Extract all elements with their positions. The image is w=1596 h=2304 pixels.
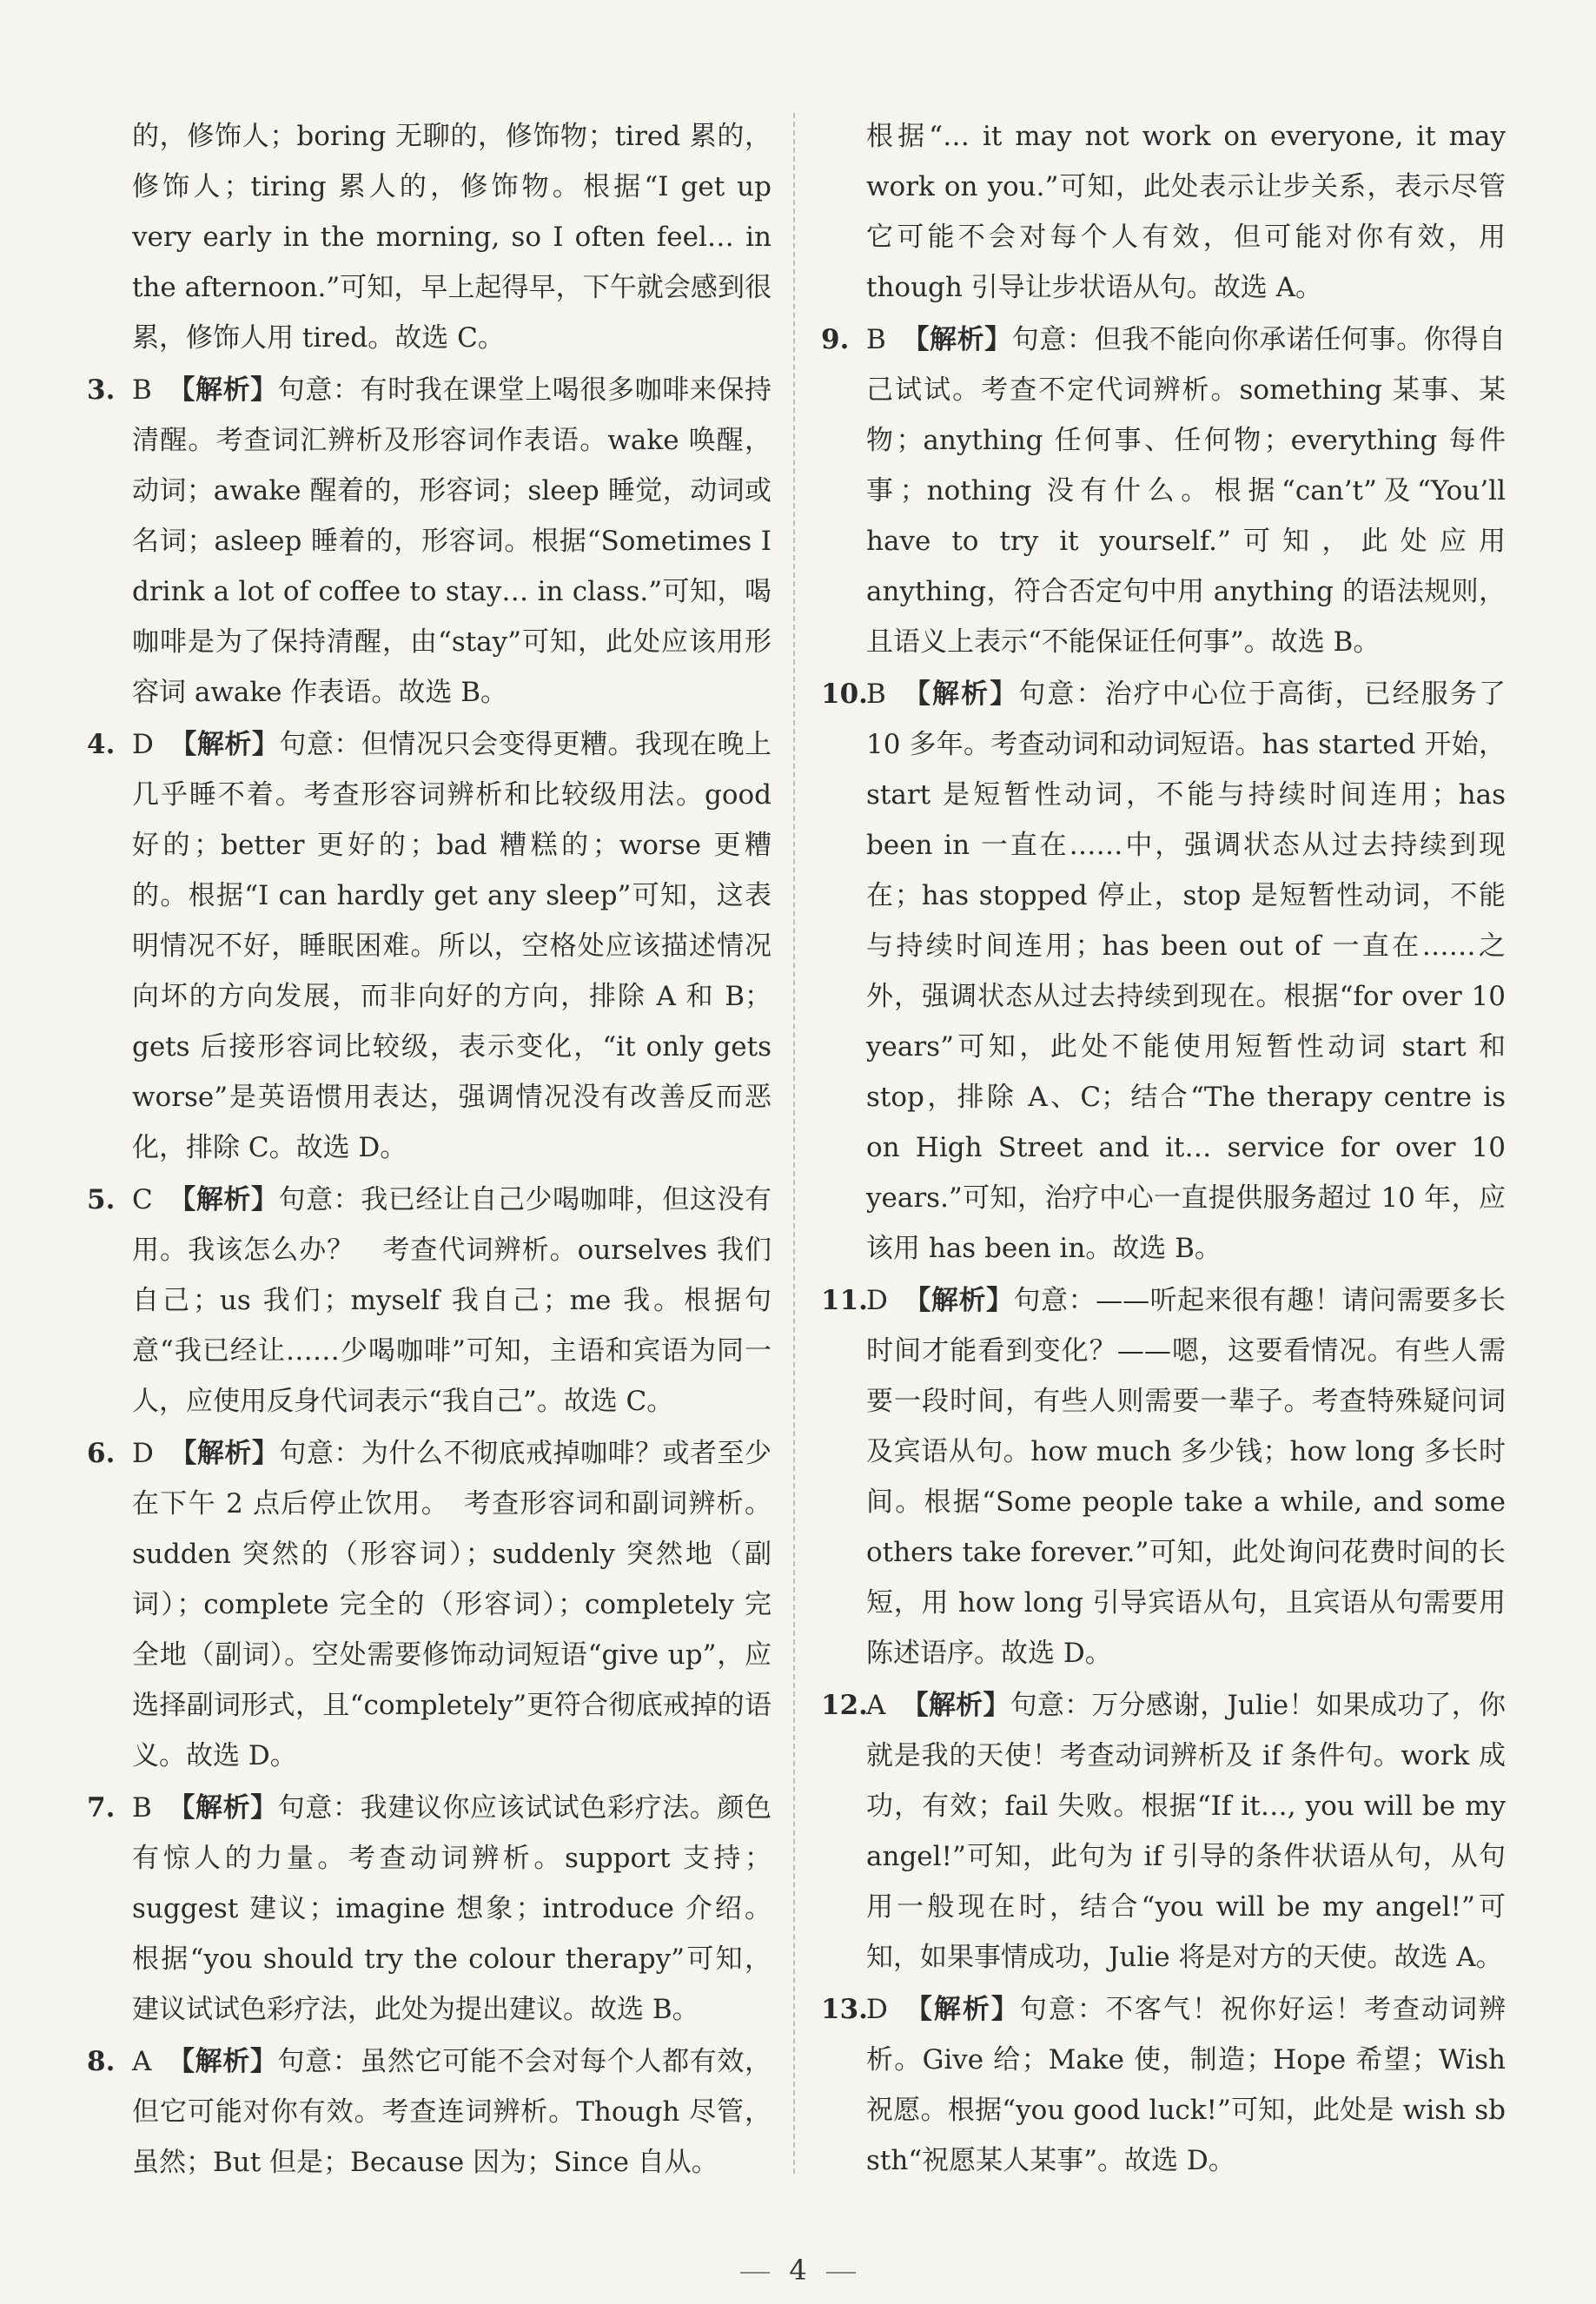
question-3 bbox=[87, 365, 772, 718]
answer-letter: D bbox=[866, 1285, 888, 1316]
question-12 bbox=[821, 1680, 1506, 1983]
analysis-tag: 【解析】 bbox=[167, 1792, 278, 1824]
explanation-text: 句意：治疗中心位于高街，已经服务了 10 多年。考查动词和动词短语。has started 开始，start 是短暂性动词，不能与持续时间连用；has been in 一直在……中，强调状态从过去持续到现在；has stopped 停止，stop 是短暂性动词，不能与持续时间连用；has been out of 一直在……之外，强调状态从过去持续到现在。根据“for over 10 years”可知，此处不能使用短暂性动词 start 和 stop，排除 A、C；结合“The therapy centre is on High Street and it… service for over 10 years.”可知，治疗中心一直提供服务超过 10 年，应该用 has been in。故选 B。 bbox=[866, 679, 1507, 1264]
page-footer bbox=[0, 2254, 1596, 2287]
question-7 bbox=[87, 1783, 772, 2035]
continuation-paragraph: 的，修饰人；boring 无聊的，修饰物；tired 累的，修饰人；tiring 累人的，修饰物。根据“I get up very early in the morning, so I often feel… in the afternoon.”可知，早上起得早，下午就会感到很累，修饰人用 tired。故选 C。 bbox=[132, 121, 772, 354]
question-number: 13. bbox=[821, 1994, 868, 2025]
right-column bbox=[821, 111, 1506, 2188]
question-number: 8. bbox=[87, 2046, 116, 2077]
question-4 bbox=[87, 719, 772, 1173]
page-number: 4 bbox=[789, 2254, 807, 2287]
answer-letter: B bbox=[132, 374, 152, 406]
answer-letter: D bbox=[132, 729, 154, 760]
answer-letter: C bbox=[132, 1184, 153, 1215]
question-number: 6. bbox=[87, 1438, 116, 1469]
answer-letter: A bbox=[132, 2046, 152, 2077]
answer-letter: B bbox=[866, 324, 886, 355]
question-number: 4. bbox=[87, 729, 116, 760]
answer-letter: D bbox=[866, 1994, 888, 2025]
explanation-text: 句意：万分感谢，Julie！如果成功了，你就是我的天使！考查动词辨析及 if 条件句。work 成功，有效；fail 失败。根据“If it…, you will be my angel!”可知，此句为 if 引导的条件状语从句，从句用一般现在时，结合“you will be my angel!”可知，如果事情成功，Julie 将是对方的天使。故选 A。 bbox=[866, 1690, 1506, 1973]
question-9 bbox=[821, 314, 1506, 667]
question-6 bbox=[87, 1428, 772, 1781]
answer-letter: D bbox=[132, 1438, 154, 1469]
explanation-text: 句意：但情况只会变得更糟。我现在晚上几乎睡不着。考查形容词辨析和比较级用法。good 好的；better 更好的；bad 糟糕的；worse 更糟的。根据“I can hardly get any sleep”可知，这表明情况不好，睡眠困难。所以，空格处应该描述情况向坏的方向发展，而非向好的方向，排除 A 和 B；gets 后接形容词比较级，表示变化，“it only gets worse”是英语惯用表达，强调情况没有改善反而恶化，排除 C。故选 D。 bbox=[132, 729, 772, 1163]
question-number: 9. bbox=[821, 324, 850, 355]
analysis-tag: 【解析】 bbox=[903, 1994, 1020, 2025]
analysis-tag: 【解析】 bbox=[167, 374, 278, 406]
analysis-tag: 【解析】 bbox=[901, 679, 1019, 710]
question-number: 7. bbox=[87, 1792, 116, 1824]
footer-dash-left bbox=[740, 2272, 770, 2274]
explanation-text: 句意：我已经让自己少喝咖啡，但这没有用。我该怎么办？ 考查代词辨析。ourselves 我们自己；us 我们；myself 我自己；me 我。根据句意“我已经让……少喝咖啡”可知，主语和宾语为同一人，应使用反身代词表示“我自己”。故选 C。 bbox=[132, 1184, 772, 1417]
explanation-text: 句意：为什么不彻底戒掉咖啡？或者至少在下午 2 点后停止饮用。 考查形容词和副词辨析。sudden 突然的（形容词）；suddenly 突然地（副词）；complete 完全的（形容词）；completely 完全地（副词）。空处需要修饰动词短语“give up”，应选择副词形式，且“completely”更符合彻底戒掉的语义。故选 D。 bbox=[132, 1438, 772, 1771]
analysis-tag: 【解析】 bbox=[169, 1438, 280, 1469]
column-divider bbox=[793, 113, 795, 2174]
analysis-tag: 【解析】 bbox=[168, 1184, 279, 1215]
answer-letter: A bbox=[866, 1690, 886, 1721]
question-13 bbox=[821, 1984, 1506, 2186]
explanation-text: 句意：我建议你应该试试色彩疗法。颜色有惊人的力量。考查动词辨析。support 支持；suggest 建议；imagine 想象；introduce 介绍。根据“you should try the colour therapy”可知，建议试试色彩疗法，此处为提出建议。故选 B。 bbox=[132, 1792, 772, 2025]
analysis-tag: 【解析】 bbox=[169, 729, 280, 760]
question-number: 11. bbox=[821, 1285, 868, 1316]
left-column bbox=[87, 111, 772, 2189]
analysis-tag: 【解析】 bbox=[901, 1690, 1010, 1721]
question-5 bbox=[87, 1175, 772, 1427]
question-number: 5. bbox=[87, 1184, 116, 1215]
question-number: 3. bbox=[87, 374, 116, 406]
explanation-text: 句意：有时我在课堂上喝很多咖啡来保持清醒。考查词汇辨析及形容词作表语。wake 唤醒，动词；awake 醒着的，形容词；sleep 睡觉，动词或名词；asleep 睡着的，形容词。根据“Sometimes I drink a lot of coffee to stay… in class.”可知，喝咖啡是为了保持清醒，由“stay”可知，此处应该用形容词 awake 作表语。故选 B。 bbox=[132, 374, 772, 708]
analysis-tag: 【解析】 bbox=[167, 2046, 278, 2077]
continuation-paragraph: 根据“… it may not work on everyone, it may work on you.”可知，此处表示让步关系，表示尽管它可能不会对每个人有效，但可能对你有效，用 though 引导让步状语从句。故选 A。 bbox=[866, 121, 1506, 303]
question-8 bbox=[87, 2036, 772, 2188]
explanation-text: 句意：但我不能向你承诺任何事。你得自己试试。考查不定代词辨析。something 某事、某物；anything 任何事、任何物；everything 每件事；nothing 没有什么。根据“can’t”及“You’ll have to try it yourself.”可知，此处应用 anything，符合否定句中用 anything 的语法规则，且语义上表示“不能保证任何事”。故选 B。 bbox=[866, 324, 1507, 658]
explanation-text: 句意：——听起来很有趣！请问需要多长时间才能看到变化？——嗯，这要看情况。有些人需要一段时间，有些人则需要一辈子。考查特殊疑问词及宾语从句。how much 多少钱；how long 多长时间。根据“Some people take a while, and some others take forever.”可知，此处询问花费时间的长短，用 how long 引导宾语从句，且宾语从句需要用陈述语序。故选 D。 bbox=[866, 1285, 1507, 1669]
answer-letter: B bbox=[132, 1792, 152, 1824]
analysis-tag: 【解析】 bbox=[903, 1285, 1014, 1316]
explanation-text: 句意：不客气！祝你好运！考查动词辨析。Give 给；Make 使，制造；Hope 希望；Wish 祝愿。根据“you good luck!”可知，此处是 wish sb sth“祝愿某人某事”。故选 D。 bbox=[866, 1994, 1507, 2176]
explanation-text: 句意：虽然它可能不会对每个人都有效，但它可能对你有效。考查连词辨析。Though 尽管，虽然；But 但是；Because 因为；Since 自从。 bbox=[132, 2046, 772, 2178]
question-number: 10. bbox=[821, 679, 868, 710]
question-10 bbox=[821, 669, 1506, 1274]
footer-dash-right bbox=[826, 2272, 856, 2274]
question-11 bbox=[821, 1275, 1506, 1678]
analysis-tag: 【解析】 bbox=[901, 324, 1012, 355]
question-number: 12. bbox=[821, 1690, 868, 1721]
answer-letter: B bbox=[866, 679, 886, 710]
